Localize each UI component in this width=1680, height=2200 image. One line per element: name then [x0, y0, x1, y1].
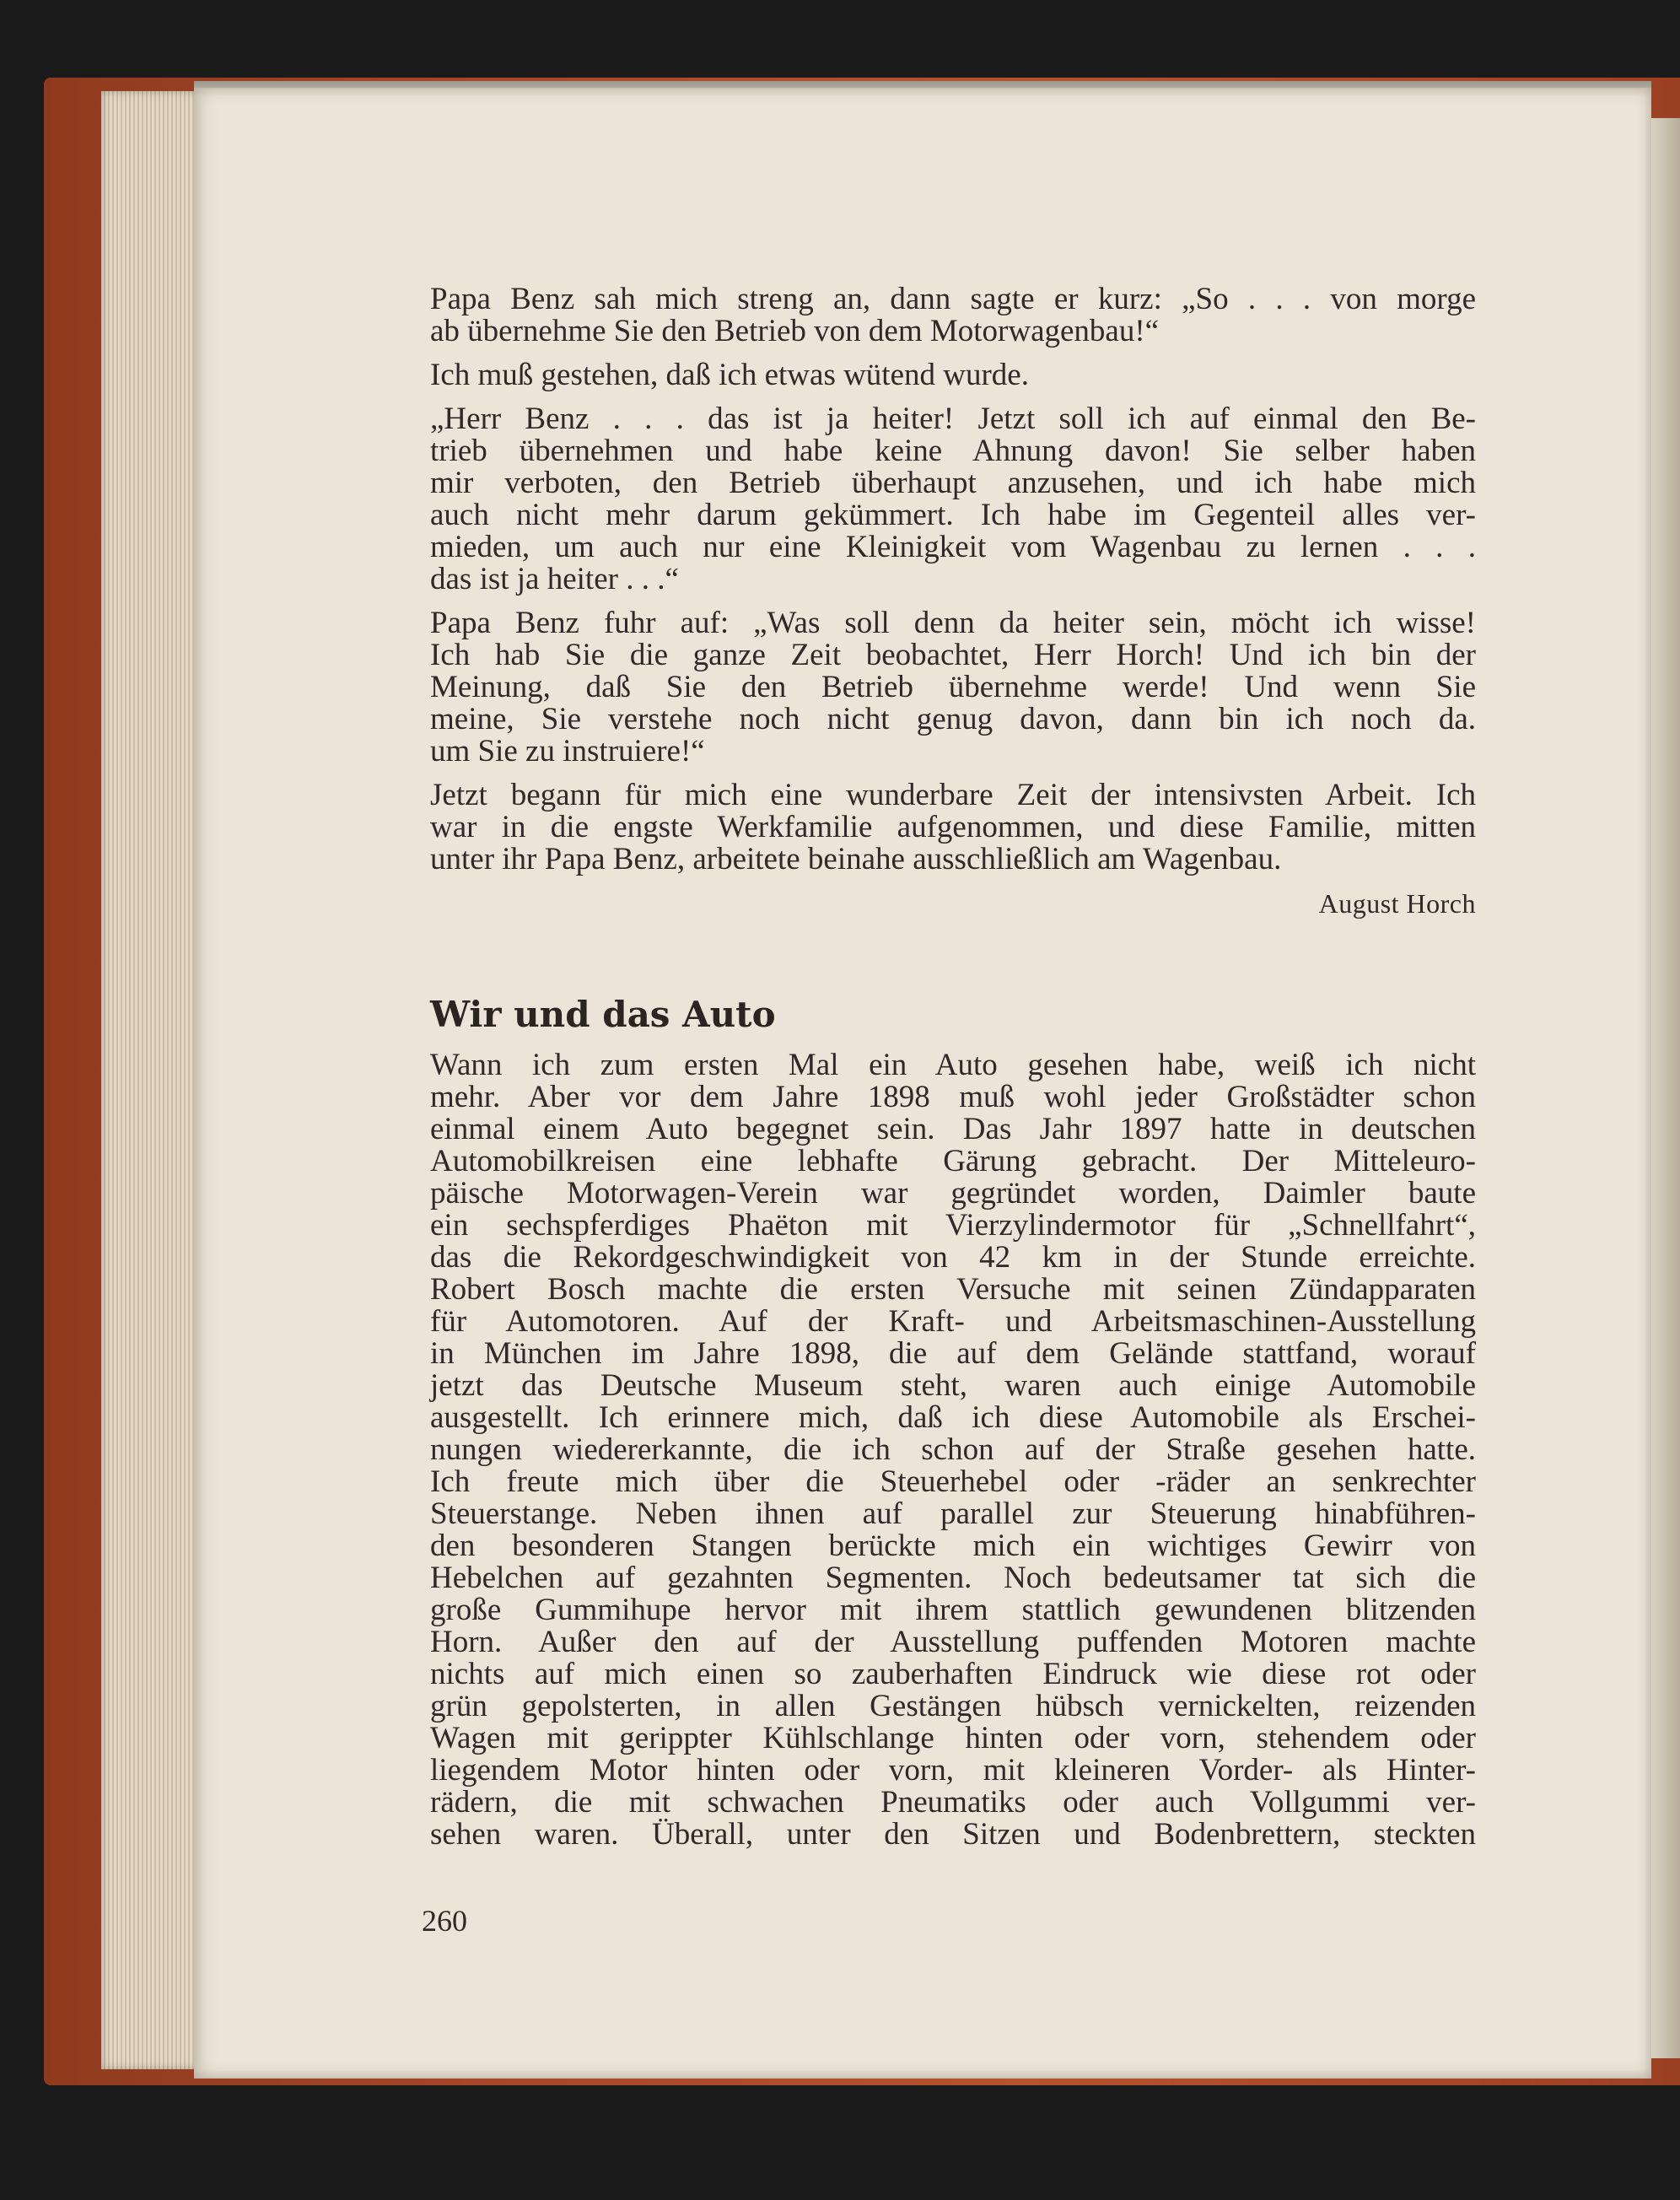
text-line: Jetzt begann für mich eine wunderbare Zeit der intensivsten Arbeit. Ich — [430, 778, 1476, 812]
text-line: den besonderen Stangen berückte mich ein wichtiges Gewirr von — [430, 1529, 1476, 1563]
text-line: päische Motorwagen-Verein war gegründet worden, Daimler baute — [430, 1176, 1476, 1211]
text-line: mir verboten, den Betrieb überhaupt anzusehen, und ich habe mich — [430, 466, 1476, 500]
text-line: ein sechspferdiges Phaëton mit Vierzylindermotor für „Schnellfahrt“, — [430, 1208, 1476, 1243]
text-line: nungen wiedererkannte, die ich schon auf der Straße gesehen hatte. — [430, 1432, 1476, 1467]
text-line: ausgestellt. Ich erinnere mich, daß ich diese Automobile als Erschei- — [430, 1400, 1476, 1435]
text-line: um Sie zu instruiere!“ — [430, 734, 705, 768]
page-right-edge — [1651, 118, 1680, 2058]
text-line: Steuerstange. Neben ihnen auf parallel zur Steuerung hinabführen- — [430, 1496, 1476, 1531]
text-line: auch nicht mehr darum gekümmert. Ich habe im Gegenteil alles ver- — [430, 498, 1476, 532]
text-line: meine, Sie verstehe noch nicht genug davon, dann bin ich noch da. — [430, 702, 1476, 736]
paragraph — [430, 403, 1476, 596]
paragraph — [430, 607, 1476, 768]
text-line: Robert Bosch machte die ersten Versuche mit seinen Zündapparaten — [430, 1272, 1476, 1307]
author-signature: August Horch — [1318, 888, 1476, 919]
paragraph — [430, 779, 1476, 876]
text-line: „Herr Benz . . . das ist ja heiter! Jetzt soll ich auf einmal den Be- — [430, 402, 1476, 436]
text-line: Horn. Außer den auf der Ausstellung puffenden Motoren machte — [430, 1625, 1476, 1659]
text-line: nichts auf mich einen so zauberhaften Eindruck wie diese rot oder — [430, 1657, 1476, 1691]
text-line: in München im Jahre 1898, die auf dem Gelände stattfand, worauf — [430, 1336, 1476, 1371]
text-line: trieb übernehmen und habe keine Ahnung davon! Sie selber haben — [430, 434, 1476, 468]
text-block — [430, 283, 1476, 1863]
text-line: Wann ich zum ersten Mal ein Auto gesehen habe, weiß ich nicht — [430, 1048, 1476, 1082]
text-line: sehen waren. Überall, unter den Sitzen und Bodenbrettern, steckten — [430, 1817, 1476, 1852]
text-line: unter ihr Papa Benz, arbeitete beinahe ausschließlich am Wagenbau. — [430, 842, 1282, 876]
text-line: Ich muß gestehen, daß ich etwas wütend wurde. — [430, 358, 1029, 392]
text-line: jetzt das Deutsche Museum steht, waren auch einige Automobile — [430, 1368, 1476, 1403]
paragraph — [430, 283, 1476, 348]
text-line: grün gepolsterten, in allen Gestängen hübsch vernickelten, reizenden — [430, 1689, 1476, 1723]
text-line: Automobilkreisen eine lebhafte Gärung gebracht. Der Mitteleuro- — [430, 1144, 1476, 1178]
text-line: Hebelchen auf gezahnten Segmenten. Noch bedeutsamer tat sich die — [430, 1561, 1476, 1595]
text-line: Ich freute mich über die Steuerhebel oder -räder an senkrechter — [430, 1464, 1476, 1499]
text-line: mieden, um auch nur eine Kleinigkeit vom Wagenbau zu lernen . . . — [430, 530, 1476, 564]
page-number: 260 — [422, 1904, 467, 1938]
text-line: das die Rekordgeschwindigkeit von 42 km in der Stunde erreichte. — [430, 1240, 1476, 1275]
text-line: liegendem Motor hinten oder vorn, mit kleineren Vorder- als Hinter- — [430, 1753, 1476, 1788]
text-line: große Gummihupe hervor mit ihrem stattlich gewundenen blitzenden — [430, 1593, 1476, 1627]
text-line: das ist ja heiter . . .“ — [430, 562, 679, 596]
text-line: für Automotoren. Auf der Kraft- und Arbeitsmaschinen-Ausstellung — [430, 1304, 1476, 1339]
paragraph — [430, 359, 1476, 391]
text-line: Papa Benz sah mich streng an, dann sagte er kurz: „So . . . von morge — [430, 282, 1476, 316]
section-heading: Wir und das Auto — [430, 994, 776, 1035]
memoir-excerpt — [430, 283, 1476, 919]
text-line: Ich hab Sie die ganze Zeit beobachtet, Herr Horch! Und ich bin der — [430, 638, 1476, 672]
essay-text — [430, 1049, 1476, 1851]
text-line: einmal einem Auto begegnet sein. Das Jahr 1897 hatte in deutschen — [430, 1112, 1476, 1146]
text-line: war in die engste Werkfamilie aufgenommen, und diese Familie, mitten — [430, 810, 1476, 844]
text-line: Papa Benz fuhr auf: „Was soll denn da heiter sein, möcht ich wisse! — [430, 606, 1476, 640]
text-line: rädern, die mit schwachen Pneumatiks oder auch Vollgummi ver- — [430, 1785, 1476, 1820]
text-line: mehr. Aber vor dem Jahre 1898 muß wohl jeder Großstädter schon — [430, 1080, 1476, 1114]
text-line: ab übernehme Sie den Betrieb von dem Motorwagenbau!“ — [430, 314, 1160, 348]
text-line: Meinung, daß Sie den Betrieb übernehme werde! Und wenn Sie — [430, 670, 1476, 704]
text-line: Wagen mit gerippter Kühlschlange hinten oder vorn, stehendem oder — [430, 1721, 1476, 1755]
